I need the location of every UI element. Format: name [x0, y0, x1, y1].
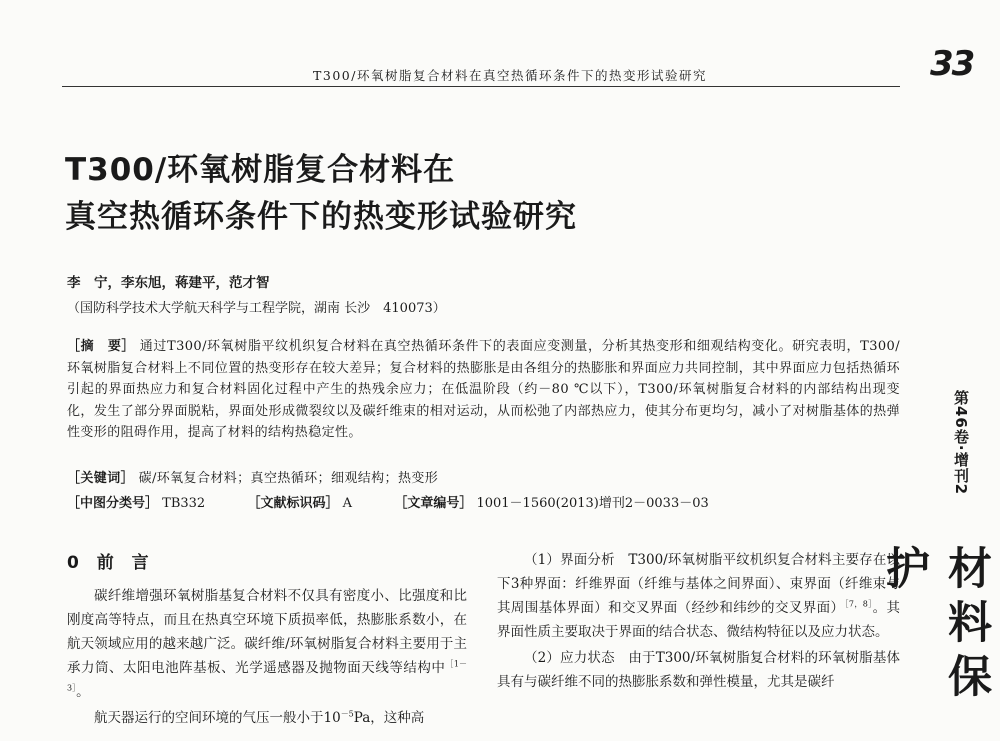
left-paragraph-1-end: 。 [76, 684, 90, 700]
right-paragraph-1-end: 。其界面性质主要取决于界面的结合状态、微结构特征以及应力状态。 [497, 600, 901, 640]
affiliation: （国防科学技术大学航天科学与工程学院，湖南 长沙 410073） [67, 301, 446, 316]
keywords-label: ［关键词］ [67, 471, 135, 486]
article-title-line-2: 真空热循环条件下的热变形试验研究 [65, 199, 577, 235]
article-number-label: ［文章编号］ [394, 496, 473, 511]
right-paragraph-1 [497, 548, 900, 644]
page-number: 33 [930, 44, 974, 84]
keywords [67, 467, 438, 486]
left-paragraph-1 [67, 584, 467, 704]
classification-row [67, 492, 709, 511]
left-paragraph-2 [67, 706, 467, 730]
right-paragraph-2: （2）应力状态 由于T300/环氧树脂复合材料的环氧树脂基体具有与碳纤维不同的热膨胀系数和弹性模量，尤其是碳纤 [497, 650, 900, 690]
abstract-text: 通过T300/环氧树脂平纹机织复合材料在真空热循环条件下的表面应变测量，分析其热变形和细观结构变化。研究表明，T300/环氧树脂复合材料上不同位置的热变形存在较大差异；复合材料的热膨胀是由各组分的热膨胀和界面应力共同控制，其中界面应力包括热循环引起的界面热应力和复合材料固化过程中产生的热残余应力；在低温阶段（约－80 ℃以下），T300/环氧树脂复合材料的内部结构出现变化，发生了部分界面脱粘，界面处形成微裂纹以及碳纤维束的相对运动，从而松弛了内部热应力，使其分布更均匀，减小了对树脂基体的热弹性变形的阻碍作用，提高了材料的结构热稳定性。 [67, 339, 900, 440]
clc-label: ［中图分类号］ [67, 496, 159, 511]
doc-code-label: ［文献标识码］ [247, 496, 339, 511]
authors: 李 宁，李东旭，蒋建平，范才智 [67, 275, 270, 291]
left-paragraph-1-text: 碳纤维增强环氧树脂基复合材料不仅具有密度小、比强度和比刚度高等特点，而且在热真空环境下质损率低，热膨胀系数小，在航天领域应用的越来越广泛。碳纤维/环氧树脂复合材料主要用于主承力筒、太阳电池阵基板、光学遥感器及抛物面天线等结构中 [67, 588, 467, 676]
running-header: T300/环氧树脂复合材料在真空热循环条件下的热变形试验研究 [313, 68, 707, 83]
clc-value: TB332 [162, 496, 206, 511]
left-paragraph-2-text: 航天器运行的空间环境的气压一般小于10 [94, 710, 341, 726]
abstract [67, 336, 900, 444]
citation-ref: ［7，8］ [844, 599, 873, 609]
exponent: －5 [340, 709, 354, 719]
right-column [497, 548, 900, 694]
right-paragraph-1-text: （1）界面分析 T300/环氧树脂平纹机织复合材料主要存在以下3种界面：纤维界面（纤维与基体之间界面）、束界面（纤维束与其周围基体界面）和交叉界面（经纱和纬纱的交叉界面） [497, 552, 900, 616]
journal-name: 材料保护 [878, 545, 991, 707]
left-column [67, 584, 467, 730]
citation-ref: ［1－3］ [67, 659, 467, 693]
doc-code-value: A [342, 496, 353, 511]
article-number-value: 1001－1560(2013)增刊2－0033－03 [476, 496, 709, 511]
abstract-label: ［摘 要］ [67, 339, 136, 354]
left-paragraph-2-end: Pa，这种高 [353, 710, 425, 726]
section-heading: 0 前 言 [67, 553, 155, 573]
article-title-line-1: T300/环氧树脂复合材料在 [65, 152, 456, 188]
journal-volume-issue: 第46卷·增刊2 [952, 390, 970, 496]
header-rule [62, 86, 900, 87]
keywords-text: 碳/环氧复合材料；真空热循环；细观结构；热变形 [138, 471, 439, 486]
